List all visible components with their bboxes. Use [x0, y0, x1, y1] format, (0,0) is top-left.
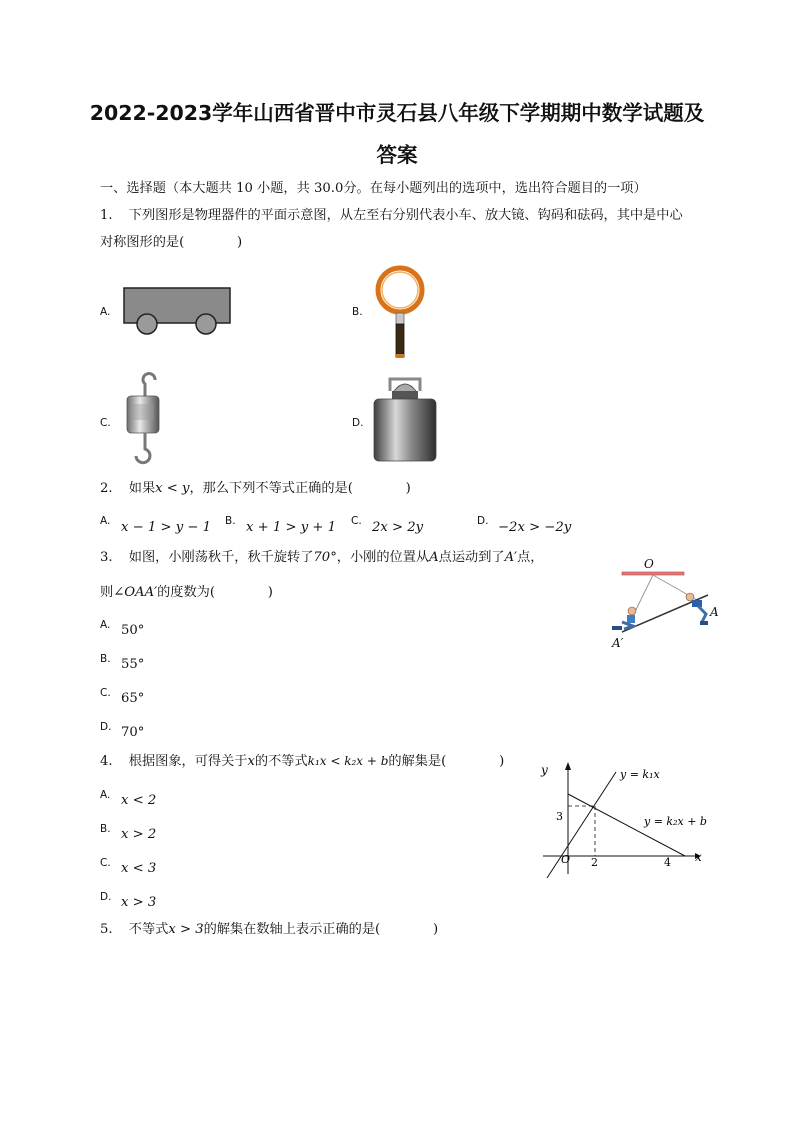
graph-tick-4: 4 — [664, 856, 671, 869]
question-4-inequality: k₁x < k₂x + b — [307, 754, 389, 768]
q2-option-c-value: 2x > 2y — [372, 520, 424, 535]
magnifier-icon — [373, 262, 433, 362]
q4-option-a-label: A. — [100, 789, 111, 801]
question-3-line2-after: 的度数为( ) — [157, 585, 273, 600]
question-3-text-2: ，小刚的位置从 — [336, 550, 430, 565]
question-3-text-3: 点运动到了 — [438, 550, 505, 565]
graph-line1-label: y = k₁x — [620, 768, 660, 781]
question-1-line-1 — [100, 207, 683, 225]
question-1-number: 1. — [100, 208, 113, 223]
q2-option-b-label: B. — [225, 515, 236, 527]
q2-option-a-value: x − 1 > y − 1 — [121, 520, 211, 535]
q2-option-a-label: A. — [100, 515, 111, 527]
swing-label-o: O — [644, 557, 654, 571]
question-3-line-2 — [100, 584, 273, 602]
question-2-math: x < y — [155, 481, 190, 496]
question-2-text-after: ，那么下列不等式正确的是( ) — [189, 481, 411, 496]
swing-label-a: A — [710, 605, 719, 619]
q4-option-c-value: x < 3 — [121, 861, 157, 876]
q4-option-d-label: D. — [100, 891, 112, 903]
q4-option-c-label: C. — [100, 857, 111, 869]
question-3-line-1 — [100, 549, 543, 567]
q2-option-b-value: x + 1 > y + 1 — [246, 520, 336, 535]
q1-option-d-label: D. — [352, 417, 364, 429]
question-4-var: x — [247, 754, 255, 769]
swing-top-bar — [622, 572, 684, 575]
question-3-point-a: A — [429, 550, 439, 565]
q3-option-d-label: D. — [100, 721, 112, 733]
q3-option-d-value: 70° — [121, 725, 145, 740]
graph-y-label: y — [541, 763, 548, 777]
swing-label-a2: A′ — [612, 636, 624, 650]
q3-option-a-value: 50° — [121, 623, 145, 638]
question-5-text-before: 不等式 — [128, 922, 169, 937]
q1-option-b-label: B. — [352, 306, 363, 318]
question-3-text-1: 如图，小刚荡秋千，秋千旋转了 — [128, 550, 314, 565]
q4-option-b-value: x > 2 — [121, 827, 157, 842]
q3-option-b-label: B. — [100, 653, 111, 665]
question-3-deg: ° — [330, 550, 337, 565]
graph-x-label: x — [695, 850, 702, 864]
q4-option-a-value: x < 2 — [121, 793, 157, 808]
question-3-text-4: 点， — [517, 550, 544, 565]
question-4-text-before: 根据图象，可得关于 — [128, 754, 248, 769]
graph-origin-label: O — [561, 853, 571, 866]
q1-option-a-label: A. — [100, 306, 111, 318]
question-3-point-a2: A′ — [504, 550, 518, 565]
question-5-number: 5. — [100, 922, 113, 937]
cart-icon — [122, 286, 232, 336]
q3-option-a-label: A. — [100, 619, 111, 631]
question-2-line — [100, 480, 411, 498]
hook-weight-icon — [122, 372, 172, 467]
title-line-1: 2022-2023学年山西省晋中市灵石县八年级下学期期中数学试题及 — [89, 101, 705, 125]
question-4-text-mid: 的不等式 — [254, 754, 308, 769]
section-heading: 一、选择题（本大题共 10 小题，共 30.0分。在每小题列出的选项中，选出符合题目的一项） — [100, 181, 647, 196]
question-3-line2-before: 则 — [100, 585, 114, 600]
question-5-line — [100, 921, 438, 939]
linear-graph — [535, 762, 735, 882]
question-2-text-before: 如果 — [128, 481, 156, 496]
q3-option-b-value: 55° — [121, 657, 145, 672]
question-5-math: x > 3 — [168, 922, 204, 937]
weight-icon — [370, 375, 442, 465]
question-3-angle: 70 — [313, 550, 331, 565]
question-1-text: 下列图形是物理器件的平面示意图，从左至右分别代表小车、放大镜、钩码和砝码，其中是中心 — [128, 208, 683, 223]
graph-line2-label: y = k₂x + b — [644, 815, 707, 828]
title-line-2: 答案 — [376, 143, 418, 167]
question-1-line-2: 对称图形的是( ) — [100, 235, 243, 250]
question-4-line — [100, 752, 504, 771]
graph-tick-2: 2 — [591, 856, 598, 869]
q3-option-c-value: 65° — [121, 691, 145, 706]
q4-option-d-value: x > 3 — [121, 895, 157, 910]
question-3-angle-name: ∠OAA′ — [113, 585, 158, 600]
graph-tick-3: 3 — [556, 810, 563, 823]
graph-line-k1 — [547, 772, 616, 878]
q2-option-d-value: −2x > −2y — [498, 520, 572, 535]
q2-option-d-label: D. — [477, 515, 489, 527]
q3-option-c-label: C. — [100, 687, 111, 699]
question-4-text-after: 的解集是( ) — [388, 754, 505, 769]
question-4-number: 4. — [100, 754, 113, 769]
question-5-text-after: 的解集在数轴上表示正确的是( ) — [203, 922, 439, 937]
q1-option-c-label: C. — [100, 417, 111, 429]
swing-figure — [600, 556, 730, 656]
document-title — [40, 92, 754, 176]
graph-y-arrow — [565, 762, 571, 770]
boy-left-icon — [612, 607, 636, 630]
q4-option-b-label: B. — [100, 823, 111, 835]
question-2-number: 2. — [100, 481, 113, 496]
question-3-number: 3. — [100, 550, 113, 565]
q2-option-c-label: C. — [351, 515, 362, 527]
boy-right-icon — [686, 593, 708, 625]
